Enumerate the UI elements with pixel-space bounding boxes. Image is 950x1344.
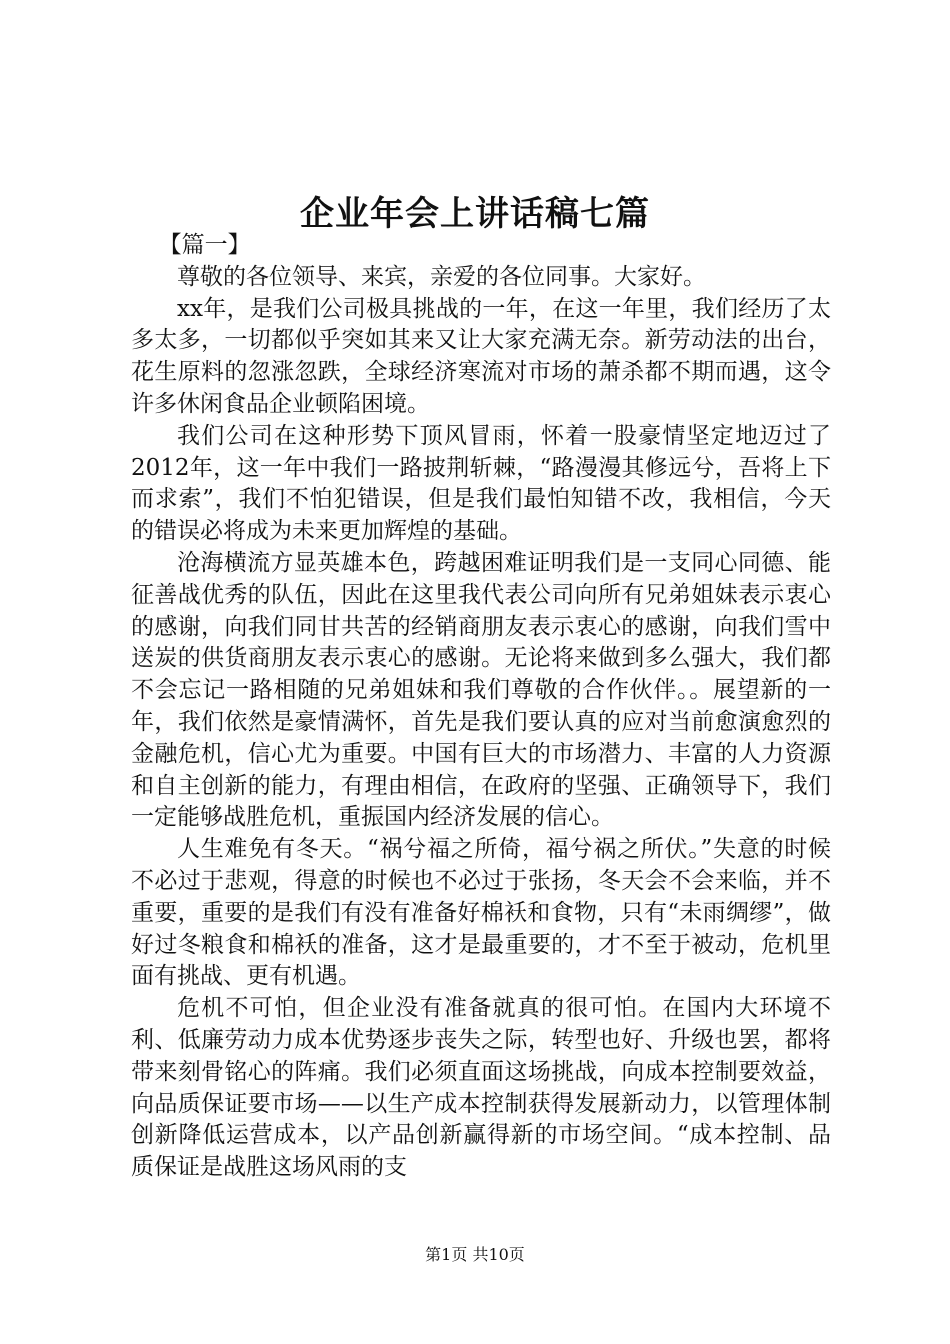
- paragraph: 我们公司在这种形势下顶风冒雨，怀着一股豪情坚定地迈过了2012年，这一年中我们一路披荆斩棘，“路漫漫其修远兮，吾将上下而求索”，我们不怕犯错误，但是我们最怕知错不改，我相信，今天的错误必将成为未来更加辉煌的基础。: [131, 422, 831, 545]
- paragraph: 人生难免有冬天。“祸兮福之所倚，福兮祸之所伏。”失意的时候不必过于悲观，得意的时候也不必过于张扬，冬天会不会来临，并不重要，重要的是我们有没有准备好棉袄和食物，只有“未雨绸缪”，做好过冬粮食和棉袄的准备，这才是最重要的，才不至于被动，危机里面有挑战、更有机遇。: [131, 836, 831, 990]
- section-label: 【篇一】: [158, 232, 251, 258]
- paragraph: 沧海横流方显英雄本色，跨越困难证明我们是一支同心同德、能征善战优秀的队伍，因此在这里我代表公司向所有兄弟姐妹表示衷心的感谢，向我们同甘共苦的经销商朋友表示衷心的感谢，向我们雪中送炭的供货商朋友表示衷心的感谢。无论将来做到多么强大，我们都不会忘记一路相随的兄弟姐妹和我们尊敬的合作伙伴。。展望新的一年，我们依然是豪情满怀，首先是我们要认真的应对当前愈演愈烈的金融危机，信心尤为重要。中国有巨大的市场潜力、丰富的人力资源和自主创新的能力，有理由相信，在政府的坚强、正确领导下，我们一定能够战胜危机，重振国内经济发展的信心。: [131, 549, 831, 831]
- page-footer: 第1页 共10页: [425, 1245, 525, 1264]
- document-title: 企业年会上讲话稿七篇: [300, 194, 650, 234]
- paragraph-greeting: 尊敬的各位领导、来宾，亲爱的各位同事。大家好。: [177, 263, 706, 290]
- paragraph: xx年，是我们公司极具挑战的一年，在这一年里，我们经历了太多太多，一切都似乎突如其来又让大家充满无奈。新劳动法的出台，花生原料的忽涨忽跌，全球经济寒流对市场的萧杀都不期而遇，这令许多休闲食品企业顿陷困境。: [131, 295, 831, 417]
- paragraph: 危机不可怕，但企业没有准备就真的很可怕。在国内大环境不利、低廉劳动力成本优势逐步丧失之际，转型也好、升级也罢，都将带来刻骨铭心的阵痛。我们必须直面这场挑战，向成本控制要效益，向品质保证要市场——以生产成本控制获得发展新动力，以管理体制创新降低运营成本，以产品创新赢得新的市场空间。“成本控制、品质保证是战胜这场风雨的支: [131, 995, 831, 1181]
- document-body: [131, 230, 831, 1184]
